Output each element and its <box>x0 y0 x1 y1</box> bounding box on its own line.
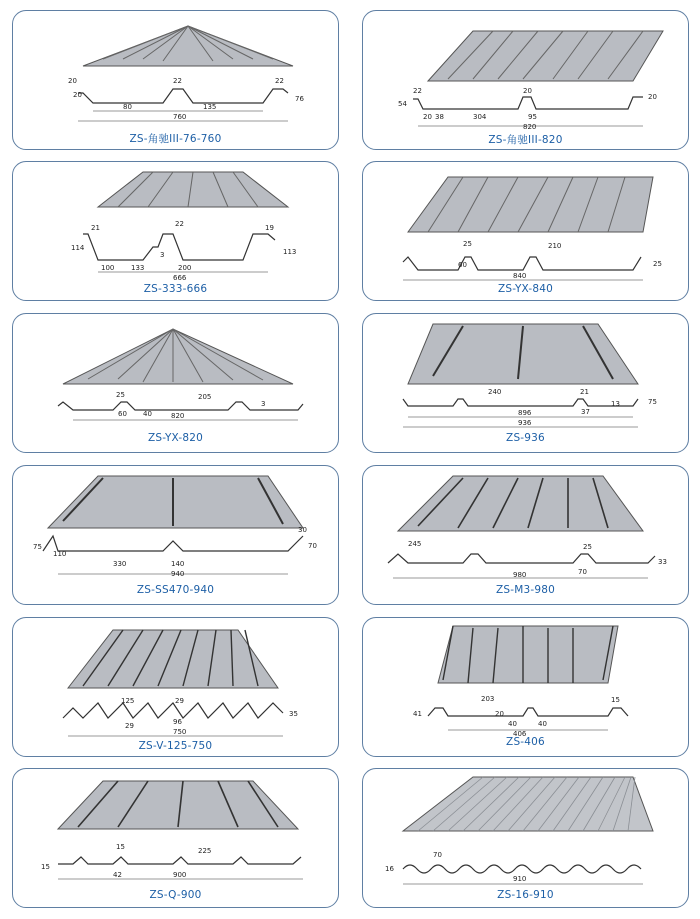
dim-label: 140 <box>171 560 185 568</box>
dim-label: 60 <box>458 261 467 269</box>
dim-label: 760 <box>173 113 187 121</box>
dim-label: 22 <box>173 77 182 85</box>
dim-label: 95 <box>528 113 537 121</box>
panel-caption: ZS-406 <box>506 736 545 748</box>
dim-label: 21 <box>580 388 589 396</box>
dim-label: 910 <box>513 875 527 883</box>
dim-label: 20 <box>73 91 82 99</box>
dim-label: 125 <box>121 697 135 705</box>
dim-label: 96 <box>173 718 182 726</box>
dim-label: 75 <box>648 398 657 406</box>
panel-card <box>12 10 339 150</box>
dim-label: 210 <box>548 242 562 250</box>
panel-caption: ZS-333-666 <box>143 283 208 295</box>
dim-label: 37 <box>581 408 590 416</box>
panel-card <box>362 768 689 908</box>
panel-caption: ZS-YX-840 <box>497 283 554 295</box>
dim-label: 16 <box>385 865 394 873</box>
panel-card <box>12 617 339 757</box>
dim-label: 70 <box>578 568 587 576</box>
dim-label: 60 <box>118 410 127 418</box>
dim-label: 21 <box>91 224 100 232</box>
dim-label: 666 <box>173 274 187 282</box>
dim-label: 114 <box>71 244 85 252</box>
panel-card <box>12 313 339 453</box>
dim-label: 245 <box>408 540 422 548</box>
dim-label: 20 <box>68 77 77 85</box>
dim-label: 110 <box>53 550 67 558</box>
dim-label: 20 <box>423 113 432 121</box>
dim-label: 840 <box>513 272 527 280</box>
dim-label: 15 <box>116 843 125 851</box>
panel-card <box>362 10 689 150</box>
dim-label: 820 <box>523 123 537 131</box>
dim-label: 80 <box>123 103 132 111</box>
panel-card <box>362 617 689 757</box>
dimension-labels <box>13 769 339 908</box>
dimension-labels <box>13 162 339 301</box>
dim-label: 75 <box>33 543 42 551</box>
dimension-labels <box>363 162 689 301</box>
panel-caption: ZS-936 <box>506 432 545 444</box>
panel-caption: ZS-角驰III-820 <box>488 134 563 146</box>
dim-label: 76 <box>295 95 304 103</box>
dim-label: 406 <box>513 730 527 738</box>
panel-card <box>12 161 339 301</box>
dim-label: 20 <box>648 93 657 101</box>
dim-label: 304 <box>473 113 487 121</box>
dim-label: 29 <box>125 722 134 730</box>
dim-label: 13 <box>611 400 620 408</box>
panel-caption: ZS-16-910 <box>497 889 554 901</box>
dim-label: 240 <box>488 388 502 396</box>
panel-caption: ZS-Q-900 <box>149 889 202 901</box>
dim-label: 205 <box>198 393 212 401</box>
dim-label: 25 <box>463 240 472 248</box>
panel-card <box>12 768 339 908</box>
dim-label: 70 <box>433 851 442 859</box>
dim-label: 33 <box>658 558 667 566</box>
dim-label: 820 <box>171 412 185 420</box>
dim-label: 20 <box>495 710 504 718</box>
dimension-labels <box>13 11 339 150</box>
dim-label: 42 <box>113 871 122 879</box>
dim-label: 20 <box>523 87 532 95</box>
dim-label: 100 <box>101 264 115 272</box>
dim-label: 3 <box>261 400 266 408</box>
panel-card <box>12 465 339 605</box>
panel-card <box>362 313 689 453</box>
dim-label: 38 <box>435 113 444 121</box>
dim-label: 25 <box>653 260 662 268</box>
panel-caption: ZS-V-125-750 <box>138 740 213 752</box>
dim-label: 113 <box>283 248 297 256</box>
dim-label: 40 <box>143 410 152 418</box>
dim-label: 135 <box>203 103 217 111</box>
dimension-labels <box>363 11 689 150</box>
panel-caption: ZS-SS470-940 <box>136 584 215 596</box>
panel-caption: ZS-角驰III-76-760 <box>129 133 222 145</box>
dim-label: 25 <box>583 543 592 551</box>
panel-card <box>362 465 689 605</box>
dim-label: 330 <box>113 560 127 568</box>
dim-label: 19 <box>265 224 274 232</box>
dim-label: 22 <box>175 220 184 228</box>
dim-label: 3 <box>160 251 165 259</box>
dim-label: 15 <box>611 696 620 704</box>
dimension-labels <box>13 618 339 757</box>
panel-caption: ZS-M3-980 <box>495 584 556 596</box>
dim-label: 225 <box>198 847 212 855</box>
dim-label: 750 <box>173 728 187 736</box>
dim-label: 936 <box>518 419 532 427</box>
dim-label: 200 <box>178 264 192 272</box>
dimension-labels <box>363 769 689 908</box>
dim-label: 15 <box>41 863 50 871</box>
dim-label: 35 <box>289 710 298 718</box>
dim-label: 30 <box>298 526 307 534</box>
dim-label: 40 <box>508 720 517 728</box>
dim-label: 40 <box>538 720 547 728</box>
dim-label: 940 <box>171 570 185 578</box>
dim-label: 203 <box>481 695 495 703</box>
dim-label: 22 <box>275 77 284 85</box>
dim-label: 896 <box>518 409 532 417</box>
dim-label: 70 <box>308 542 317 550</box>
dim-label: 54 <box>398 100 407 108</box>
dim-label: 25 <box>116 391 125 399</box>
dim-label: 29 <box>175 697 184 705</box>
dim-label: 41 <box>413 710 422 718</box>
dim-label: 900 <box>173 871 187 879</box>
panel-card <box>362 161 689 301</box>
dim-label: 22 <box>413 87 422 95</box>
dim-label: 133 <box>131 264 145 272</box>
dim-label: 980 <box>513 571 527 579</box>
panel-caption: ZS-YX-820 <box>147 432 204 444</box>
